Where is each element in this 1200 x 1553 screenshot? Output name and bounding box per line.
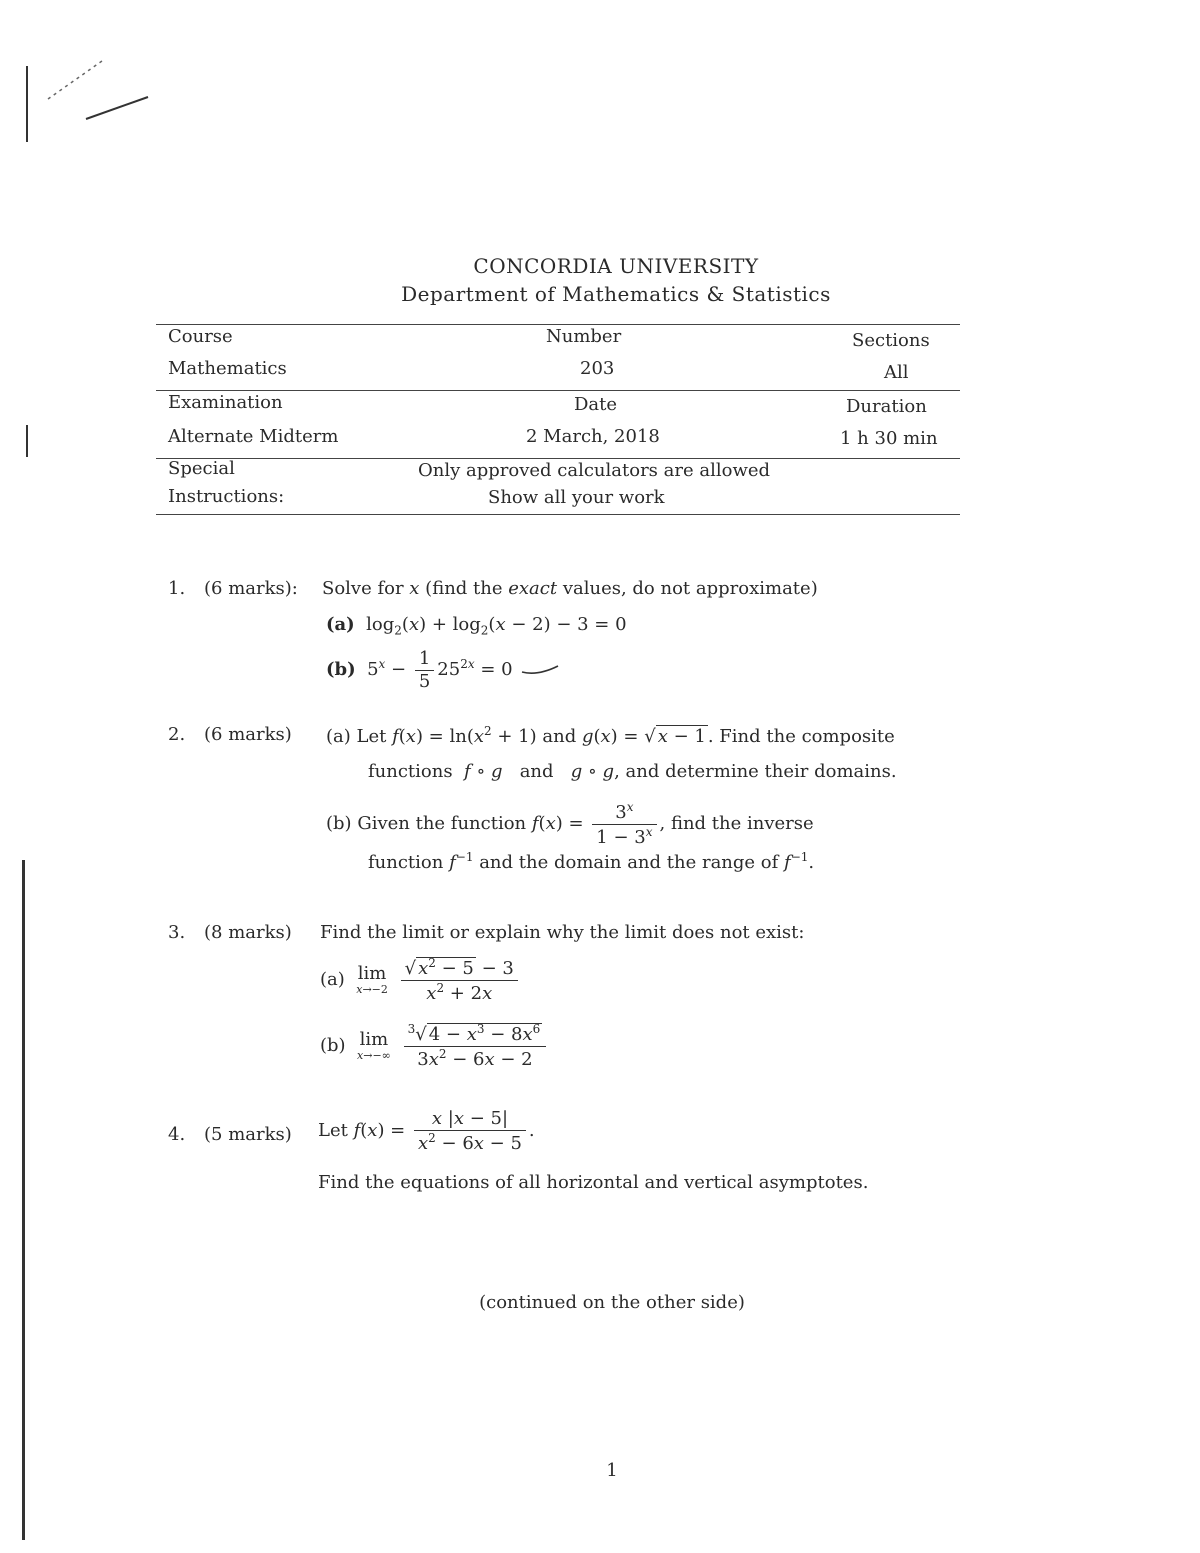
duration-value: 1 h 30 min — [840, 428, 938, 449]
question-number: 3. — [168, 922, 186, 943]
university-name: CONCORDIA UNIVERSITY — [473, 254, 759, 278]
part-label: (b) — [326, 813, 352, 835]
number-label: Number — [546, 326, 622, 347]
prompt-text: and the domain and the range of — [479, 852, 779, 873]
instruction-calculators: Only approved calculators are allowed — [418, 460, 771, 481]
prompt-text: Let — [318, 1120, 348, 1142]
part-a: (a) $\log_2(x) + \log_2(x - 2) - 3 = 0$ — [326, 614, 627, 638]
duration-label: Duration — [846, 396, 927, 417]
table-rule — [156, 458, 960, 459]
scan-edge-mark — [22, 860, 25, 1540]
instruction-show-work: Show all your work — [488, 487, 665, 508]
scan-edge-mark — [26, 425, 28, 457]
question-marks: (8 marks) — [204, 922, 292, 943]
table-rule — [156, 390, 960, 391]
examination-label: Examination — [168, 392, 283, 413]
part-a: (a) Let $f(x) = \ln(x^2 + 1)$ and g(x) = √ x − 1 . Find the composite — [326, 724, 895, 747]
prompt-text: Solve for — [322, 578, 410, 599]
part-label: (a) — [326, 726, 351, 747]
table-rule — [156, 514, 960, 515]
department-name: Department of Mathematics & Statistics — [401, 282, 831, 306]
prompt-text: Given the function — [357, 813, 527, 835]
lim-operator: lim — [357, 963, 387, 985]
course-label: Course — [168, 326, 233, 347]
prompt-text: (find the — [419, 578, 509, 599]
table-rule — [156, 324, 960, 325]
examination-value: Alternate Midterm — [168, 426, 339, 447]
prompt-var: x — [409, 578, 420, 599]
question-marks: (6 marks): — [204, 578, 298, 599]
special-label: Special — [168, 458, 235, 479]
question-marks: (6 marks) — [204, 724, 292, 745]
question-prompt: Find the limit or explain why the limit does not exist: — [320, 922, 805, 943]
part-b-line2: function $f^{-1}$ and the domain and the range of $f^{-1}$. — [368, 850, 815, 873]
part-label: (a) — [326, 614, 355, 635]
question-function: Let f(x) = $\frac{x |x - 5|}{x^2 - 6x - 5}$ . — [318, 1108, 535, 1154]
scan-edge-mark — [26, 66, 28, 142]
question-prompt: Find the equations of all horizontal and vertical asymptotes. — [318, 1172, 869, 1193]
sections-label: Sections — [852, 330, 930, 351]
pen-mark — [40, 55, 160, 125]
question-prompt — [322, 578, 818, 599]
prompt-text: values, do not approximate) — [557, 578, 818, 599]
prompt-emphasis: exact — [508, 578, 558, 599]
continued-note: (continued on the other side) — [479, 1292, 745, 1313]
date-label: Date — [574, 394, 618, 415]
check-mark — [518, 662, 562, 678]
prompt-text: and — [519, 761, 554, 782]
number-value: 203 — [580, 358, 615, 379]
sections-value: All — [884, 362, 909, 383]
course-value: Mathematics — [168, 358, 287, 379]
part-label: (b) — [326, 659, 356, 681]
question-number: 1. — [168, 578, 186, 599]
question-number: 4. — [168, 1124, 186, 1145]
part-label: (a) — [320, 969, 345, 991]
part-b: (b) lim x→−∞ $\frac{^3√ 4 - x^3 - 8x^6}{3x^2 - 6x - 2}$ — [320, 1022, 549, 1070]
part-a-line2: functions f ∘ g and g ∘ g, and determine their domains. — [368, 761, 897, 782]
lim-operator: lim — [359, 1029, 389, 1051]
part-label: (b) — [320, 1035, 346, 1057]
question-marks: (5 marks) — [204, 1124, 292, 1145]
part-b: (b) $5^x$ − $\frac{1}{5}$ $25^{2x} = 0$ — [326, 648, 562, 692]
page-number: 1 — [606, 1460, 618, 1481]
prompt-text: , find the inverse — [659, 813, 814, 835]
date-value: 2 March, 2018 — [526, 426, 660, 447]
part-b: (b) Given the function f(x) = $\frac{3^x}{1 - 3^x}$ , find the inverse — [326, 800, 814, 848]
prompt-text: function — [368, 852, 444, 873]
special-label-2: Instructions: — [168, 486, 285, 507]
part-a: (a) lim x→−2 $\frac{√ x^2 - 5 - 3}{x^2 + 2x}$ — [320, 956, 521, 1004]
prompt-text: functions — [368, 761, 453, 782]
question-number: 2. — [168, 724, 186, 745]
prompt-text: , and determine their domains. — [614, 761, 897, 782]
